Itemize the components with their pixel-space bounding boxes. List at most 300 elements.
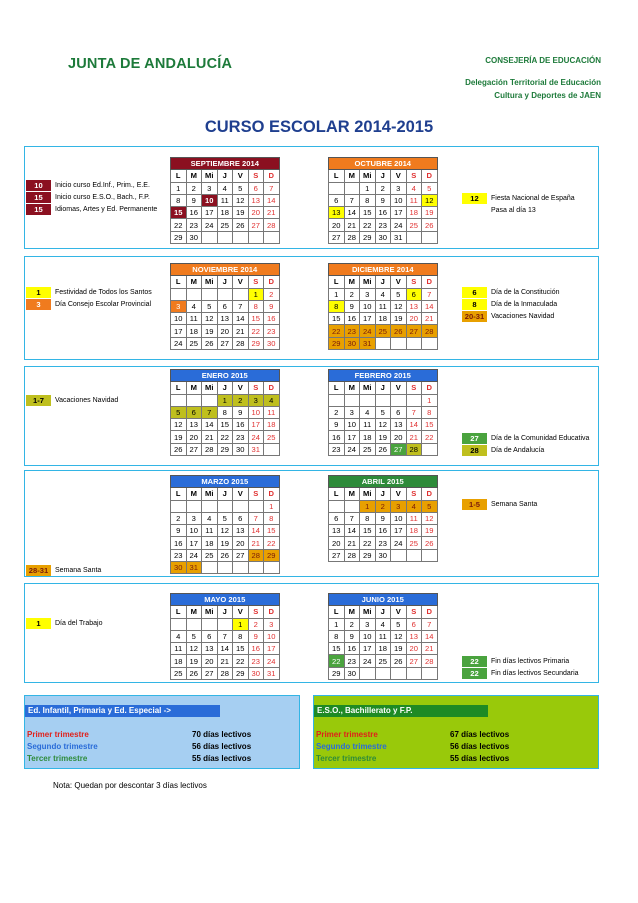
day-cell: 4: [264, 394, 280, 406]
day-cell: 19: [233, 207, 249, 219]
legend-item: [462, 656, 579, 667]
legend-text: Festividad de Todos los Santos: [55, 289, 152, 296]
month-title: SEPTIEMBRE 2014: [171, 158, 280, 170]
legend-item: [26, 180, 157, 191]
weekday-header: D: [422, 488, 438, 500]
calendar-table: [328, 369, 438, 456]
empty-cell: [202, 618, 218, 630]
day-cell: 26: [375, 443, 391, 455]
day-cell: 29: [360, 231, 376, 243]
day-cell: 4: [202, 512, 218, 524]
day-cell: 21: [406, 431, 422, 443]
empty-cell: [233, 562, 249, 574]
day-cell: 23: [344, 325, 360, 337]
weekday-header: S: [406, 488, 422, 500]
legend-text: Día de Andalucía: [491, 447, 545, 454]
day-cell: 23: [233, 431, 249, 443]
day-cell: 10: [248, 406, 264, 418]
day-cell: 11: [264, 406, 280, 418]
calendar-table: [170, 263, 280, 350]
summary-secundaria-row1-label: Primer trimestre: [316, 730, 378, 739]
day-cell: 21: [422, 643, 438, 655]
day-cell: 31: [391, 231, 407, 243]
day-cell: 14: [264, 194, 280, 206]
empty-cell: [217, 618, 233, 630]
weekday-header: D: [264, 170, 280, 182]
day-cell: 26: [422, 537, 438, 549]
day-cell: 16: [171, 537, 187, 549]
calendar-junio: [328, 593, 438, 680]
weekday-header: D: [264, 488, 280, 500]
day-cell: 8: [233, 630, 249, 642]
day-cell: 6: [248, 182, 264, 194]
empty-cell: [422, 549, 438, 561]
day-cell: 3: [344, 406, 360, 418]
day-cell: 9: [186, 194, 202, 206]
day-cell: 5: [375, 406, 391, 418]
day-cell: 7: [344, 512, 360, 524]
day-cell: 3: [360, 288, 376, 300]
day-cell: 30: [344, 667, 360, 679]
day-cell: 5: [217, 512, 233, 524]
weekday-header: M: [186, 170, 202, 182]
day-cell: 20: [329, 219, 345, 231]
day-cell: 17: [248, 419, 264, 431]
legend-code: 6: [462, 287, 487, 298]
day-cell: 29: [360, 549, 376, 561]
day-cell: 22: [422, 431, 438, 443]
day-cell: 24: [344, 443, 360, 455]
weekday-header: J: [375, 382, 391, 394]
weekday-header: D: [422, 382, 438, 394]
day-cell: 16: [375, 525, 391, 537]
day-cell: 1: [171, 182, 187, 194]
day-cell: 19: [422, 525, 438, 537]
legend-item: [462, 499, 537, 510]
weekday-header: S: [406, 276, 422, 288]
weekday-header: Mi: [202, 170, 218, 182]
day-cell: 24: [360, 325, 376, 337]
month-title: DICIEMBRE 2014: [329, 264, 438, 276]
weekday-header: L: [171, 276, 187, 288]
day-cell: 23: [375, 537, 391, 549]
day-cell: 31: [248, 443, 264, 455]
empty-cell: [406, 337, 422, 349]
day-cell: 20: [233, 537, 249, 549]
day-cell: 21: [422, 313, 438, 325]
weekday-header: V: [391, 488, 407, 500]
day-cell: 17: [391, 525, 407, 537]
day-cell: 28: [248, 549, 264, 561]
day-cell: 23: [264, 325, 280, 337]
day-cell: 1: [329, 618, 345, 630]
summary-primaria-head: Ed. Infantil, Primaria y Ed. Especial ->: [25, 705, 220, 717]
day-cell: 1: [422, 394, 438, 406]
empty-cell: [202, 562, 218, 574]
empty-cell: [233, 288, 249, 300]
day-cell: 15: [360, 525, 376, 537]
day-cell: 28: [344, 549, 360, 561]
weekday-header: L: [171, 382, 187, 394]
weekday-header: S: [248, 488, 264, 500]
day-cell: 18: [375, 643, 391, 655]
empty-cell: [248, 231, 264, 243]
day-cell: 4: [186, 300, 202, 312]
day-cell: 20: [391, 431, 407, 443]
day-cell: 23: [344, 655, 360, 667]
legend-code: 12: [462, 193, 487, 204]
day-cell: 30: [186, 231, 202, 243]
weekday-header: L: [171, 170, 187, 182]
legend-mayo: [26, 618, 102, 630]
legend-item: [26, 618, 102, 629]
weekday-header: Mi: [202, 488, 218, 500]
weekday-header: L: [329, 606, 345, 618]
day-cell: 14: [422, 300, 438, 312]
day-cell: 18: [375, 313, 391, 325]
day-cell: 13: [329, 207, 345, 219]
legend-code: 28: [462, 445, 487, 456]
day-cell: 1: [248, 288, 264, 300]
legend-noviembre: [26, 287, 152, 311]
summary-primaria: [24, 695, 300, 769]
weekday-header: J: [217, 382, 233, 394]
day-cell: 22: [329, 325, 345, 337]
legend-item: [462, 193, 575, 204]
empty-cell: [406, 394, 422, 406]
day-cell: 31: [360, 337, 376, 349]
day-cell: 28: [344, 231, 360, 243]
day-cell: 21: [233, 325, 249, 337]
day-cell: 19: [186, 655, 202, 667]
day-cell: 22: [329, 655, 345, 667]
legend-text: Pasa al día 13: [491, 207, 536, 214]
empty-cell: [422, 667, 438, 679]
day-cell: 8: [217, 406, 233, 418]
empty-cell: [406, 667, 422, 679]
day-cell: 27: [248, 219, 264, 231]
day-cell: 18: [202, 537, 218, 549]
summary-secundaria-row3-label: Tercer trimestre: [316, 754, 377, 763]
day-cell: 24: [360, 655, 376, 667]
legend-item: [462, 287, 559, 298]
section-mar-abr: [24, 470, 599, 577]
empty-cell: [375, 337, 391, 349]
day-cell: 4: [406, 182, 422, 194]
day-cell: 7: [264, 182, 280, 194]
day-cell: 5: [422, 182, 438, 194]
day-cell: 29: [329, 667, 345, 679]
day-cell: 13: [248, 194, 264, 206]
day-cell: 10: [360, 300, 376, 312]
day-cell: 27: [329, 231, 345, 243]
day-cell: 12: [375, 419, 391, 431]
legend-item: [26, 565, 101, 576]
day-cell: 11: [186, 313, 202, 325]
day-cell: 15: [422, 419, 438, 431]
day-cell: 12: [391, 300, 407, 312]
day-cell: 2: [329, 406, 345, 418]
summary-primaria-row2-value: 56 días lectivos: [192, 742, 252, 751]
month-title: OCTUBRE 2014: [329, 158, 438, 170]
day-cell: 18: [217, 207, 233, 219]
day-cell: 13: [406, 630, 422, 642]
day-cell: 22: [171, 219, 187, 231]
calendar-febrero: [328, 369, 438, 456]
day-cell: 23: [186, 219, 202, 231]
day-cell: 13: [406, 300, 422, 312]
day-cell: 14: [344, 525, 360, 537]
weekday-header: V: [233, 170, 249, 182]
day-cell: 4: [375, 618, 391, 630]
day-cell: 12: [233, 194, 249, 206]
weekday-header: V: [233, 276, 249, 288]
day-cell: 16: [248, 643, 264, 655]
day-cell: 27: [233, 549, 249, 561]
summary-secundaria: [313, 695, 599, 769]
empty-cell: [422, 231, 438, 243]
legend-junio: [462, 656, 579, 680]
day-cell: 19: [202, 325, 218, 337]
calendar-mayo: [170, 593, 280, 680]
day-cell: 14: [422, 630, 438, 642]
legend-code: 15: [26, 192, 51, 203]
weekday-header: Mi: [360, 276, 376, 288]
day-cell: 24: [248, 431, 264, 443]
day-cell: 3: [248, 394, 264, 406]
day-cell: 14: [406, 419, 422, 431]
weekday-header: S: [406, 170, 422, 182]
month-title: FEBRERO 2015: [329, 370, 438, 382]
day-cell: 26: [202, 337, 218, 349]
day-cell: 4: [406, 500, 422, 512]
legend-text: Día de la Constitución: [491, 289, 560, 296]
weekday-header: L: [171, 606, 187, 618]
day-cell: 11: [406, 194, 422, 206]
legend-abril: [462, 499, 537, 511]
weekday-header: M: [186, 382, 202, 394]
day-cell: 30: [233, 443, 249, 455]
day-cell: 2: [186, 182, 202, 194]
day-cell: 17: [264, 643, 280, 655]
day-cell: 10: [391, 512, 407, 524]
day-cell: 10: [171, 313, 187, 325]
legend-text: Día de la Inmaculada: [491, 301, 558, 308]
day-cell: 26: [171, 443, 187, 455]
legend-code: 10: [26, 180, 51, 191]
empty-cell: [360, 394, 376, 406]
day-cell: 9: [248, 630, 264, 642]
day-cell: 3: [360, 618, 376, 630]
legend-code: 22: [462, 668, 487, 679]
calendar-enero: [170, 369, 280, 456]
calendar-octubre: [328, 157, 438, 244]
day-cell: 22: [217, 431, 233, 443]
day-cell: 24: [391, 219, 407, 231]
weekday-header: V: [391, 606, 407, 618]
day-cell: 30: [264, 337, 280, 349]
header-delegacion: Delegación Territorial de Educación: [465, 78, 601, 87]
empty-cell: [391, 337, 407, 349]
day-cell: 10: [391, 194, 407, 206]
calendar-table: [170, 593, 280, 680]
day-cell: 25: [375, 325, 391, 337]
day-cell: 26: [391, 325, 407, 337]
summary-primaria-row1-value: 70 días lectivos: [192, 730, 252, 739]
day-cell: 9: [375, 194, 391, 206]
legend-code: 20-31: [462, 311, 487, 322]
weekday-header: D: [422, 170, 438, 182]
legend-text: Día del Trabajo: [55, 620, 103, 627]
calendar-diciembre: [328, 263, 438, 350]
day-cell: 4: [375, 288, 391, 300]
day-cell: 23: [171, 549, 187, 561]
weekday-header: Mi: [360, 382, 376, 394]
day-cell: 25: [360, 443, 376, 455]
empty-cell: [171, 288, 187, 300]
day-cell: 2: [248, 618, 264, 630]
day-cell: 18: [186, 325, 202, 337]
empty-cell: [375, 394, 391, 406]
empty-cell: [171, 394, 187, 406]
day-cell: 16: [329, 431, 345, 443]
day-cell: 20: [406, 313, 422, 325]
legend-code: 8: [462, 299, 487, 310]
day-cell: 24: [186, 549, 202, 561]
day-cell: 23: [329, 443, 345, 455]
day-cell: 13: [202, 643, 218, 655]
day-cell: 11: [171, 643, 187, 655]
day-cell: 5: [391, 288, 407, 300]
legend-text: Inicio curso Ed.Inf., Prim., E.E.: [55, 182, 150, 189]
day-cell: 28: [233, 337, 249, 349]
weekday-header: Mi: [202, 276, 218, 288]
day-cell: 6: [329, 512, 345, 524]
day-cell: 5: [171, 406, 187, 418]
legend-code: 3: [26, 299, 51, 310]
day-cell: 2: [375, 500, 391, 512]
day-cell: 29: [171, 231, 187, 243]
empty-cell: [217, 288, 233, 300]
day-cell: 18: [406, 525, 422, 537]
day-cell: 3: [171, 300, 187, 312]
weekday-header: J: [217, 170, 233, 182]
day-cell: 2: [344, 618, 360, 630]
legend-text: Fin días lectivos Secundaria: [491, 670, 579, 677]
day-cell: 26: [217, 549, 233, 561]
day-cell: 15: [360, 207, 376, 219]
day-cell: 7: [248, 512, 264, 524]
day-cell: 12: [391, 630, 407, 642]
day-cell: 2: [264, 288, 280, 300]
day-cell: 22: [360, 219, 376, 231]
empty-cell: [422, 443, 438, 455]
weekday-header: S: [248, 276, 264, 288]
day-cell: 21: [344, 219, 360, 231]
weekday-header: J: [217, 606, 233, 618]
day-cell: 25: [375, 655, 391, 667]
weekday-header: Mi: [202, 382, 218, 394]
day-cell: 12: [422, 194, 438, 206]
empty-cell: [186, 500, 202, 512]
day-cell: 14: [202, 419, 218, 431]
day-cell: 26: [186, 667, 202, 679]
day-cell: 11: [360, 419, 376, 431]
empty-cell: [186, 394, 202, 406]
month-title: ENERO 2015: [171, 370, 280, 382]
empty-cell: [186, 618, 202, 630]
day-cell: 20: [186, 431, 202, 443]
weekday-header: V: [391, 276, 407, 288]
day-cell: 23: [375, 219, 391, 231]
weekday-header: L: [329, 170, 345, 182]
day-cell: 21: [264, 207, 280, 219]
legend-text: Día de la Comunidad Educativa: [491, 435, 590, 442]
day-cell: 7: [202, 406, 218, 418]
day-cell: 26: [422, 219, 438, 231]
calendar-table: [328, 475, 438, 562]
day-cell: 17: [186, 537, 202, 549]
day-cell: 5: [202, 300, 218, 312]
weekday-header: Mi: [360, 488, 376, 500]
day-cell: 25: [186, 337, 202, 349]
day-cell: 5: [186, 630, 202, 642]
day-cell: 13: [233, 525, 249, 537]
day-cell: 7: [422, 288, 438, 300]
weekday-header: L: [329, 382, 345, 394]
day-cell: 5: [422, 500, 438, 512]
empty-cell: [248, 500, 264, 512]
day-cell: 21: [217, 655, 233, 667]
calendar-table: [170, 157, 280, 244]
empty-cell: [217, 500, 233, 512]
weekday-header: S: [406, 382, 422, 394]
day-cell: 21: [248, 537, 264, 549]
month-title: NOVIEMBRE 2014: [171, 264, 280, 276]
day-cell: 11: [202, 525, 218, 537]
day-cell: 18: [171, 655, 187, 667]
day-cell: 6: [391, 406, 407, 418]
weekday-header: V: [233, 488, 249, 500]
day-cell: 12: [202, 313, 218, 325]
day-cell: 13: [186, 419, 202, 431]
day-cell: 28: [422, 655, 438, 667]
weekday-header: D: [422, 276, 438, 288]
empty-cell: [264, 443, 280, 455]
legend-marzo: [26, 565, 101, 577]
legend-diciembre: [462, 287, 559, 323]
day-cell: 16: [344, 643, 360, 655]
empty-cell: [329, 394, 345, 406]
day-cell: 28: [202, 443, 218, 455]
legend-item: [26, 299, 152, 310]
empty-cell: [360, 667, 376, 679]
day-cell: 27: [406, 325, 422, 337]
day-cell: 1: [264, 500, 280, 512]
empty-cell: [171, 500, 187, 512]
day-cell: 18: [406, 207, 422, 219]
day-cell: 25: [406, 219, 422, 231]
weekday-header: V: [391, 170, 407, 182]
day-cell: 23: [248, 655, 264, 667]
day-cell: 3: [202, 182, 218, 194]
weekday-header: Mi: [202, 606, 218, 618]
day-cell: 6: [217, 300, 233, 312]
day-cell: 17: [360, 643, 376, 655]
day-cell: 11: [375, 300, 391, 312]
calendar-table: [328, 157, 438, 244]
day-cell: 6: [233, 512, 249, 524]
